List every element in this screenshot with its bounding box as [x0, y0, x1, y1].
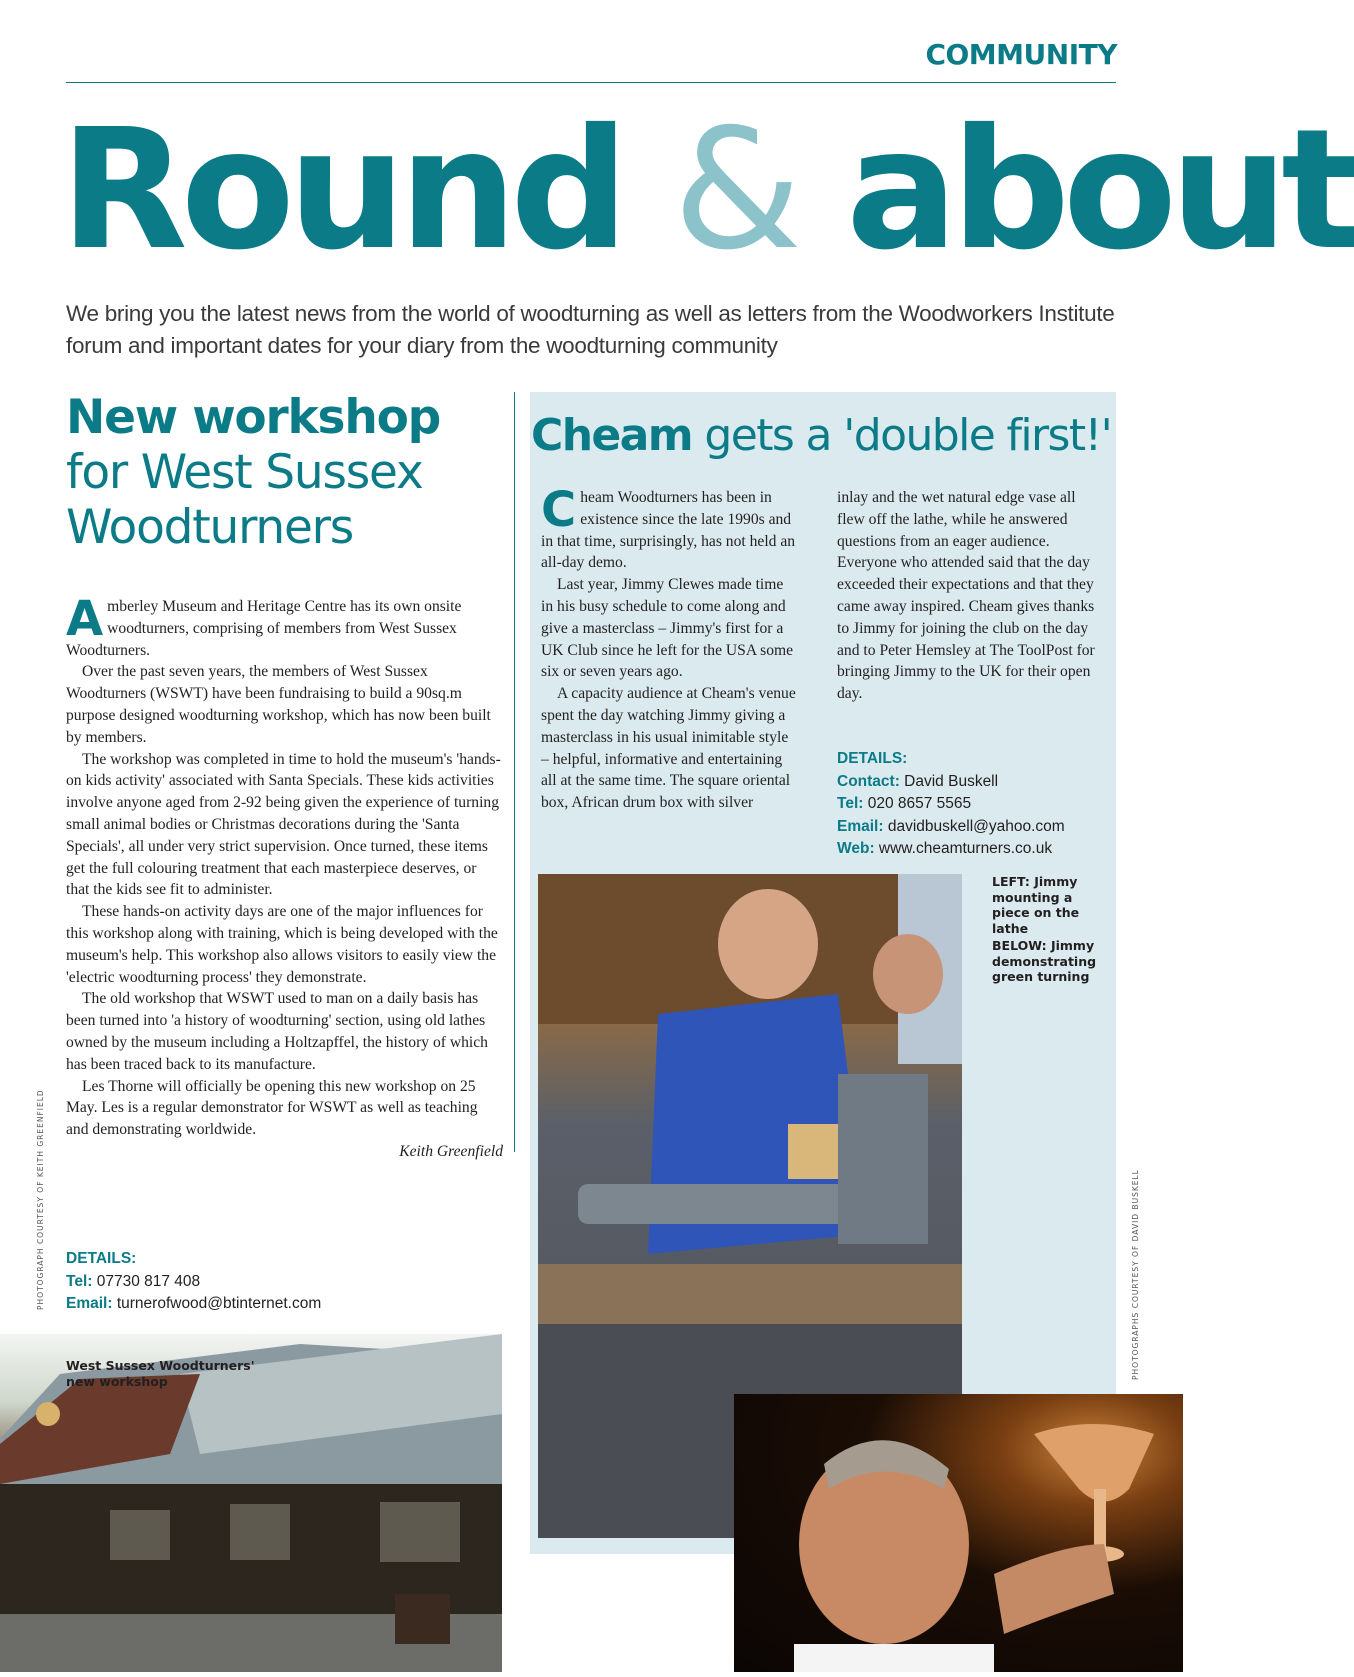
details-tel [66, 1271, 321, 1294]
details-web [837, 838, 1065, 861]
left-headline-line-2: for West Sussex [66, 445, 423, 500]
paragraph [66, 591, 503, 661]
caption-below: BELOW: Jimmy demonstrating green turning [992, 938, 1097, 984]
paragraph-text: mberley Museum and Heritage Centre has its own onsite woodturners, comprising of members from West Sussex Woodturners. [66, 598, 462, 659]
caption-left: LEFT: Jimmy mounting a piece on the lathe [992, 874, 1080, 936]
details-tel [837, 793, 1065, 816]
paragraph: inlay and the wet natural edge vase all flew off the lathe, while he answered questions from an eager audience. Everyone who attended said that the day exceeded their expectations and that they came away inspired. Cheam gives thanks to Jimmy for joining the club on the day and to Peter Hemsley at The ToolPost for bringing Jimmy to the UK for their open day. [837, 489, 1095, 703]
tel-value: 020 8657 5565 [867, 795, 972, 812]
left-article-body [66, 591, 503, 1163]
page-title [60, 94, 1354, 287]
contact-label: Contact: [837, 772, 900, 790]
email-label: Email: [837, 817, 884, 835]
right-headline-rest: gets a 'double first!' [704, 410, 1112, 461]
title-ampersand: & [672, 94, 796, 287]
left-headline-bold: New workshop [66, 390, 441, 445]
green-turning-photo [734, 1394, 1183, 1672]
web-label: Web: [837, 840, 875, 857]
paragraph: Les Thorne will officially be opening this new workshop on 25 May. Les is a regular demonstrator for WSWT as well as teaching and demonstrating worldwide. [66, 1077, 478, 1139]
tel-label: Tel: [66, 1272, 93, 1290]
paragraph: The workshop was completed in time to hold the museum's 'hands-on kids activity' associated with Santa Specials. These kids activities involve anyone aged from 2-92 being given the experience of turning small animal bodies or Christmas decorations during the 'Santa Specials', all under very strict supervision. Once turned, these items get the full colouring treatment that each masterpiece deserves, or that the kids see fit to administer. [66, 750, 501, 899]
right-headline-bold: Cheam [531, 410, 692, 461]
author-signature: Keith Greenfield [399, 1142, 503, 1160]
email-value[interactable]: davidbuskell@yahoo.com [887, 817, 1065, 835]
right-article-column-1 [541, 482, 798, 814]
left-article-headline [66, 390, 506, 555]
paragraph: Last year, Jimmy Clewes made time in his busy schedule to come along and give a masterclass – Jimmy's first for a UK Club since he left for the USA some six or seven years ago. [541, 576, 794, 681]
green-turning-illustration [734, 1394, 1183, 1672]
right-article-headline [531, 408, 1121, 464]
paragraph: A capacity audience at Cheam's venue spent the day watching Jimmy giving a masterclass in his usual inimitable style – helpful, informative and entertaining all at the same time. The square oriental box, African drum box with silver [541, 685, 796, 812]
tel-label: Tel: [837, 795, 864, 812]
email-label: Email: [66, 1295, 113, 1312]
paragraph: Over the past seven years, the members of West Sussex Woodturners (WSWT) have been fundraising to build a 90sq.m purpose designed woodturning workshop, which has now been built by members. [66, 663, 491, 746]
title-word-2: about [846, 94, 1354, 287]
details-email [837, 816, 1065, 839]
left-headline-line-3: Woodturners [66, 500, 354, 555]
workshop-photo-caption: West Sussex Woodturners' new workshop [66, 1358, 255, 1389]
left-photo-credit: PHOTOGRAPH COURTESY OF KEITH GREENFIELD [36, 1089, 45, 1310]
paragraph [541, 482, 798, 574]
standfirst: We bring you the latest news from the world of woodturning as well as letters from the Woodworkers Institute forum and important dates for your diary from the woodturning community [66, 301, 1115, 358]
email-value[interactable]: turnerofwood@btinternet.com [116, 1295, 322, 1312]
details-heading: DETAILS: [66, 1250, 137, 1267]
column-divider [514, 392, 515, 1152]
right-details-block [837, 748, 1065, 861]
contact-value: David Buskell [904, 772, 999, 790]
details-email [66, 1293, 321, 1316]
drop-cap: A [66, 591, 104, 647]
header-rule [66, 82, 1116, 83]
right-photo-credit: PHOTOGRAPHS COURTESY OF DAVID BUSKELL [1131, 1169, 1140, 1380]
web-value[interactable]: www.cheamturners.co.uk [878, 840, 1053, 857]
paragraph-text: heam Woodturners has been in existence since the late 1990s and in that time, surprisingly, has not held an all-day demo. [541, 489, 796, 572]
tel-value: 07730 817 408 [96, 1272, 201, 1290]
right-article-column-2 [837, 487, 1102, 705]
paragraph: The old workshop that WSWT used to man on a daily basis has been turned into 'a history of woodturning' section, using old lathes owned by the museum including a Holtzapffel, the history of which has been traced back to its manufacture. [66, 990, 488, 1073]
paragraph: These hands-on activity days are one of the major influences for this workshop along with training, which is being developed with the museum's help. This workshop also allows visitors to easily view the 'electric woodturning process' they demonstrate. [66, 903, 498, 986]
left-details-block [66, 1248, 321, 1316]
title-word-1: Round [60, 94, 623, 287]
details-heading: DETAILS: [837, 750, 908, 767]
drop-cap: C [541, 482, 577, 538]
details-contact [837, 771, 1065, 794]
section-label: COMMUNITY [925, 38, 1117, 71]
